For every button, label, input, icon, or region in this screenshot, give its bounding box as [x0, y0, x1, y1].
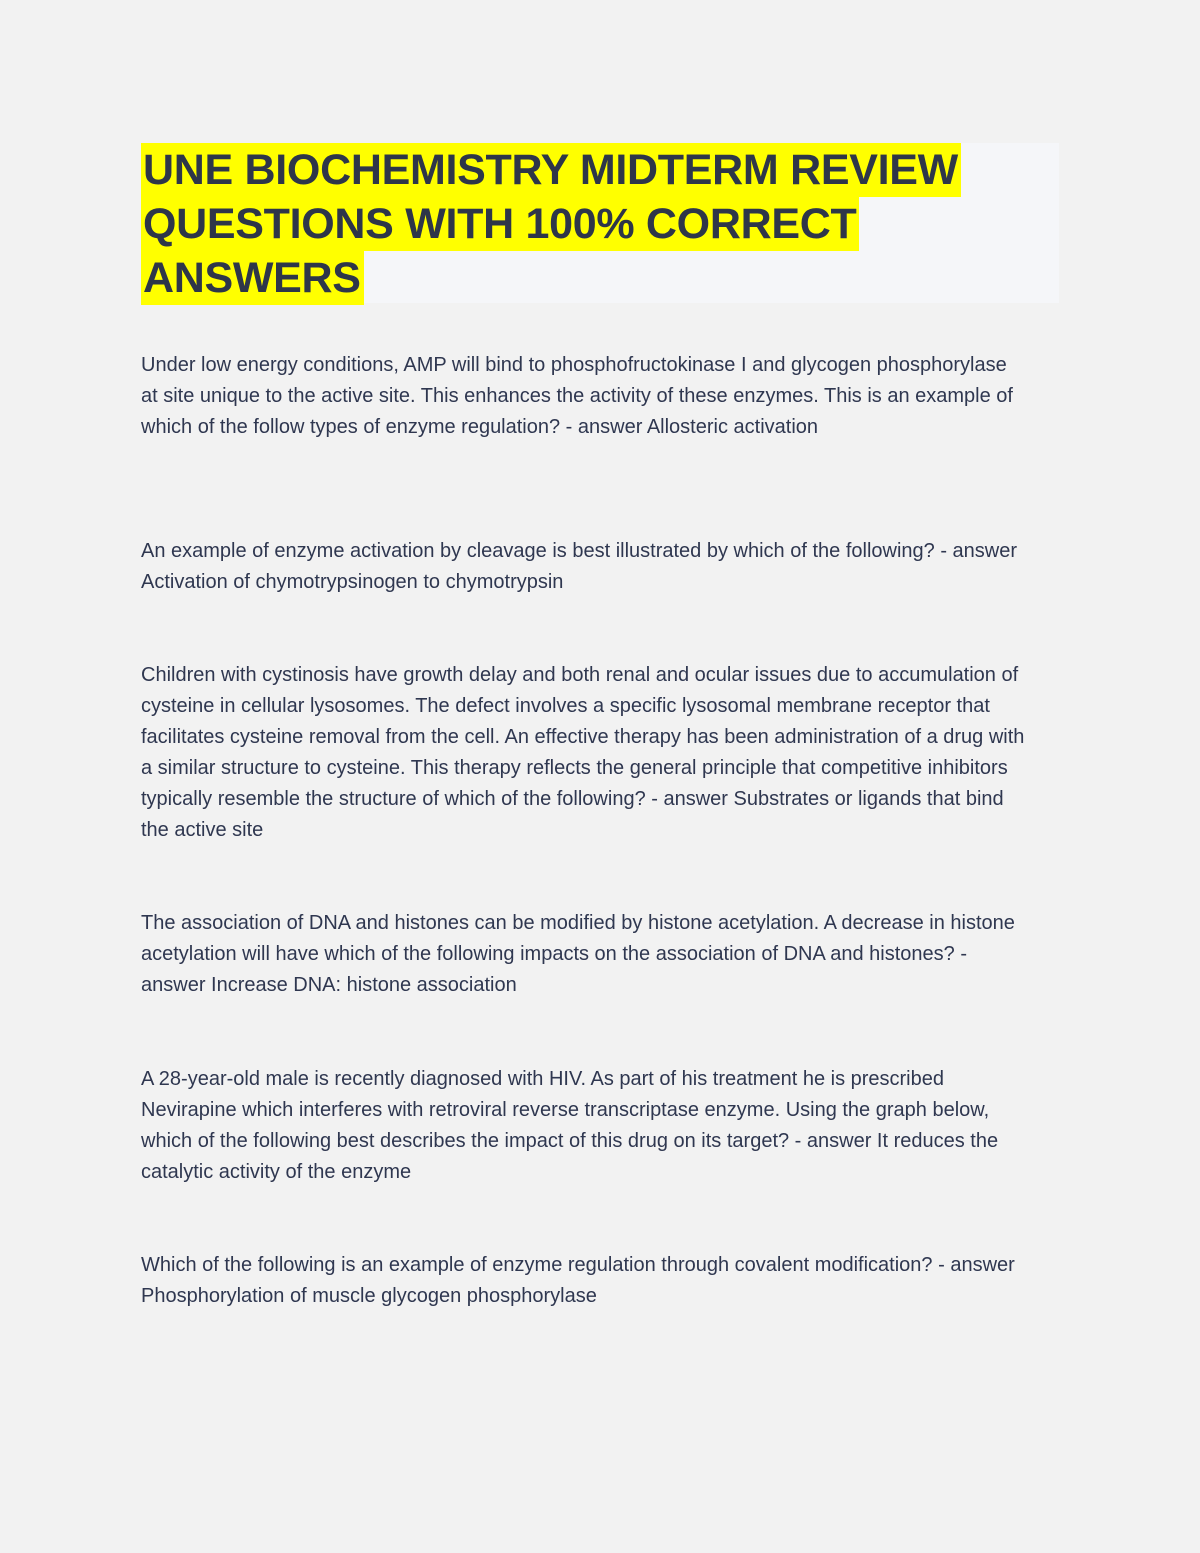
question-answer-5: A 28-year-old male is recently diagnosed with HIV. As part of his treatment he is prescribed Nevirapine which interferes with retroviral reverse transcriptase enzyme. Using the graph below, which of the following best describes the impact of this drug on its target? - answer It reduces the catalytic activity of the enzyme [141, 1068, 999, 1183]
document-title [141, 143, 1059, 305]
title-line-2: QUESTIONS WITH 100% CORRECT [141, 197, 859, 251]
question-answer-1: Under low energy conditions, AMP will bind to phosphofructokinase I and glycogen phosphorylase at site unique to the active site. This enhances the activity of these enzymes. This is an example of which of the follow types of enzyme regulation? - answer Allosteric activation [141, 354, 1013, 438]
question-answer-2: An example of enzyme activation by cleavage is best illustrated by which of the following? - answer Activation of chymotrypsinogen to chymotrypsin [141, 540, 1018, 593]
question-answer-4: The association of DNA and histones can be modified by histone acetylation. A decrease in histone acetylation will have which of the following impacts on the association of DNA and histones? - answer Increase DNA: histone association [141, 912, 1015, 996]
title-line-1: UNE BIOCHEMISTRY MIDTERM REVIEW [141, 143, 961, 197]
question-answer-6: Which of the following is an example of enzyme regulation through covalent modification? - answer Phosphorylation of muscle glycogen phosphorylase [141, 1254, 1015, 1307]
question-answer-3: Children with cystinosis have growth delay and both renal and ocular issues due to accumulation of cysteine in cellular lysosomes. The defect involves a specific lysosomal membrane receptor that facilitates cysteine removal from the cell. An effective therapy has been administration of a drug with a similar structure to cysteine. This therapy reflects the general principle that competitive inhibitors typically resemble the structure of which of the following? - answer Substrates or ligands that bind the active site [141, 664, 1025, 841]
title-block [141, 143, 1059, 303]
title-line-3: ANSWERS [141, 251, 364, 305]
